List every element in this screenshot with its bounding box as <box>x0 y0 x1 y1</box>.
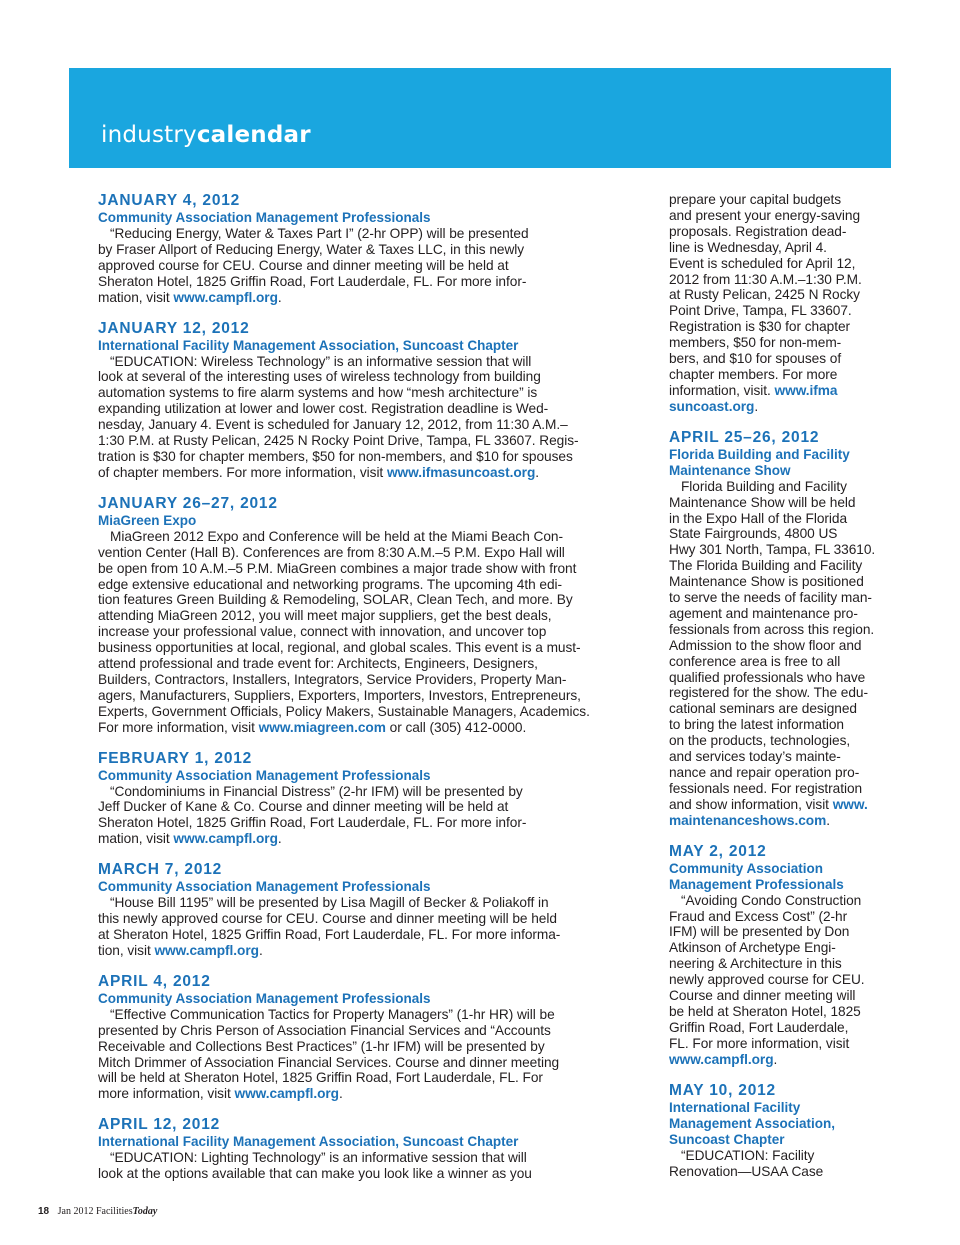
event-text-after: . <box>754 398 759 414</box>
event-entry-feb-1 <box>98 750 608 848</box>
event-organizer: International Facility Management Association, Suncoast Chapter <box>98 337 519 353</box>
event-text-after: . <box>826 812 830 828</box>
section-title-bold: calendar <box>196 122 311 148</box>
event-entry-jan-26 <box>98 495 608 736</box>
event-text: “Avoiding Condo Construction Fraud and Excess Cost” (2-hr IFM) will be presented by Don Atkinson of Archetype Engi- neering & Architecture in this newly approved course for CEU. Course and dinner meeting will be held at Sheraton Hotel, 1825 Griffin Road, Fort Lauderdale, FL. For more information, visit <box>669 892 865 1051</box>
event-link[interactable]: www.campfl.org <box>173 289 278 305</box>
event-link[interactable]: www.campfl.org <box>173 831 278 847</box>
event-continuation-apr-12 <box>669 192 895 415</box>
event-entry-apr-4 <box>98 973 608 1102</box>
event-organizer: Community Association Management Professionals <box>98 990 431 1006</box>
event-date: JANUARY 12, 2012 <box>98 319 250 337</box>
event-entry-jan-12 <box>98 320 608 481</box>
event-entry-apr-25 <box>669 429 895 829</box>
event-text: “Reducing Energy, Water & Taxes Part I” (2-hr OPP) will be presented by Fraser Allport of Reducing Energy, Water & Taxes LLC, in this newly approved course for CEU. Course and dinner meeting will be held at Sheraton Hotel, 1825 Griffin Road, Fort Lauderdale, FL. For more infor- mation, visit <box>98 226 529 305</box>
event-text: prepare your capital budgets and present your energy-saving proposals. Registration dead- line is Wednesday, April 4. Event is scheduled for April 12, 2012 from 11:30 A.M.–1:30 P.M. at Rusty Pelican, 2425 N Rocky Point Drive, Tampa, FL 33607. Registration is $30 for chapter members, $50 for non-mem- bers, and $10 for spouses of chapter members. For more information, visit. <box>669 192 862 398</box>
section-title <box>101 124 311 147</box>
event-date: FEBRUARY 1, 2012 <box>98 749 253 767</box>
event-organizer: Community Association Management Professionals <box>98 210 431 225</box>
event-organizer: Community Association Management Professionals <box>98 767 431 783</box>
event-link[interactable]: www.ifmasuncoast.org <box>386 464 536 480</box>
event-entry-may-2 <box>669 843 895 1068</box>
event-date: MAY 10, 2012 <box>669 1081 776 1099</box>
event-entry-mar-7 <box>98 861 608 959</box>
event-text: “EDUCATION: Wireless Technology” is an informative session that will look at several of the interesting uses of wireless technology from building automation systems to fire alarm systems and how “mesh architecture” is expanding utilization at lower and lower cost. Registration deadline is Wed- nesday, January 4. Event is scheduled for January 12, 2012, from 11:30 A.M.– 1:30 P.M. at Rusty Pelican, 2425 N Rocky Point Drive, Tampa, FL 33607. Regis- tration is $30 for chapter members, $50 for non-members, and $10 for spouses of chapter members. For more information, visit <box>98 353 579 480</box>
event-text-after: . <box>773 1051 778 1067</box>
event-text: “EDUCATION: Facility Renovation—USAA Case <box>669 1147 824 1179</box>
section-title-light: industry <box>101 122 197 148</box>
event-description <box>669 893 895 1068</box>
event-organizer: Florida Building and Facility Maintenance Show <box>669 446 850 478</box>
event-text: MiaGreen 2012 Expo and Conference will be held at the Miami Beach Con- vention Center (Hall B). Conferences are from 8:30 A.M.–5 P.M. Expo Hall will be open from 10 A.M.–5 P.M. MiaGreen combines a major trade show with front edge extensive educational and networking programs. The upcoming 4th edi- tion features Green Building & Remodeling, SOLAR, Clean Tech, and more. By attending MiaGreen 2012, you will meet major suppliers, get the best deals, increase your professional value, connect with innovation, and uncover top business opportunities at local, regional, and global scales. This event is a must- attend professional and trade event for: Architects, Engineers, Designers, Builders, Contractors, Installers, Integrators, Service Providers, Property Man- agers, Manufacturers, Suppliers, Exporters, Importers, Investors, Entrepreneurs, Experts, Government Officials, Policy Makers, Sustainable Managers, Academics. For more information, visit <box>98 528 590 735</box>
event-text-after: . <box>277 831 282 847</box>
event-link[interactable]: www.campfl.org <box>234 1086 339 1102</box>
event-link[interactable]: www.campfl.org <box>154 942 259 958</box>
event-date: APRIL 25–26, 2012 <box>669 428 820 446</box>
event-description-continued <box>669 192 895 415</box>
event-description <box>98 529 608 736</box>
event-text-after: . <box>339 1086 343 1102</box>
event-link[interactable]: www.miagreen.com <box>258 719 386 735</box>
event-description <box>669 479 895 829</box>
left-column <box>98 192 608 1196</box>
event-link[interactable]: www. maintenanceshows.com <box>669 796 868 828</box>
event-description <box>98 226 608 306</box>
event-text-after: . <box>258 942 263 958</box>
event-text: “EDUCATION: Lighting Technology” is an informative session that will look at the options available that can make you look like a winner as you <box>98 1150 532 1182</box>
event-text: “Effective Communication Tactics for Property Managers” (1-hr HR) will be presented by Chris Person of Association Financial Services and “Accounts Receivable and Collections Best Practices” (1-hr IFM) will be presented by Mitch Drimmer of Association Financial Services. Course and dinner meeting will be held at Sheraton Hotel, 1825 Griffin Road, Fort Lauderdale, FL. For more information, visit <box>98 1006 560 1102</box>
event-description <box>98 354 608 481</box>
event-date: JANUARY 4, 2012 <box>98 192 241 209</box>
event-entry-apr-12 <box>98 1116 608 1182</box>
event-description <box>98 784 608 848</box>
event-date: APRIL 12, 2012 <box>98 1116 221 1134</box>
event-description <box>98 1150 608 1182</box>
header-banner <box>69 68 891 168</box>
event-organizer: Community Association Management Professionals <box>98 879 431 895</box>
event-entry-may-10 <box>669 1082 895 1180</box>
event-description <box>98 895 608 959</box>
event-text: “House Bill 1195” will be presented by Lisa Magill of Becker & Poliakoff in this newly approved course for CEU. Course and dinner meeting will be held at Sheraton Hotel, 1825 Griffin Road, Fort Lauderdale, FL. For more informa- tion, visit <box>98 895 561 958</box>
event-description <box>669 1148 895 1180</box>
publication-name <box>96 1206 157 1217</box>
page-number: 18 <box>38 1206 50 1217</box>
event-date: JANUARY 26–27, 2012 <box>98 494 278 512</box>
event-date: APRIL 4, 2012 <box>98 972 211 990</box>
event-link[interactable]: www.ifma suncoast.org <box>669 382 838 414</box>
event-text-after: . <box>535 464 540 480</box>
event-organizer: International Facility Management Association, Suncoast Chapter <box>669 1099 836 1147</box>
event-link[interactable]: www.campfl.org <box>669 1051 774 1067</box>
event-organizer: Community Association Management Professionals <box>669 860 844 892</box>
event-text-after: . <box>277 289 282 305</box>
event-date: MARCH 7, 2012 <box>98 861 223 879</box>
event-text: Florida Building and Facility Maintenance Show will be held in the Expo Hall of the Florida State Fairgrounds, 4800 US Hwy 301 North, Tampa, FL 33610. The Florida Building and Facility Maintenance Show is positioned to serve the needs of facility man- agement and maintenance pro- fessionals from across this region. Admission to the show floor and conference area is free to all qualified professionals who have registered for the show. The edu- cational seminars are designed to bring the latest information on the products, technologies, and services today’s mainte- nance and repair operation pro- fessionals need. For registration and show information, visit <box>669 478 876 812</box>
event-organizer: International Facility Management Association, Suncoast Chapter <box>98 1134 519 1150</box>
issue-date: Jan 2012 <box>57 1206 94 1217</box>
publication-name-b: Today <box>132 1206 158 1217</box>
event-text: “Condominiums in Financial Distress” (2-hr IFM) will be presented by Jeff Ducker of Kane & Co. Course and dinner meeting will be held at Sheraton Hotel, 1825 Griffin Road, Fort Lauderdale, FL. For more infor- mation, visit <box>98 783 527 847</box>
right-column <box>669 192 895 1193</box>
event-date: MAY 2, 2012 <box>669 842 767 860</box>
page-footer <box>38 1206 157 1217</box>
event-entry-jan-4 <box>98 192 608 306</box>
event-organizer: MiaGreen Expo <box>98 512 197 528</box>
event-text-after: or call (305) 412-0000. <box>385 719 527 735</box>
event-description <box>98 1007 608 1102</box>
publication-name-a: Facilities <box>95 1206 133 1217</box>
